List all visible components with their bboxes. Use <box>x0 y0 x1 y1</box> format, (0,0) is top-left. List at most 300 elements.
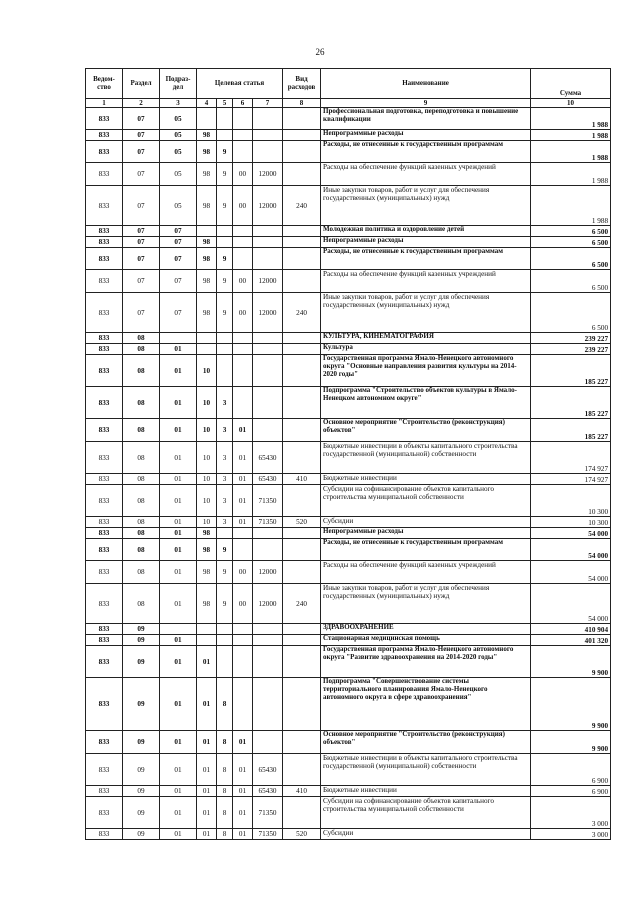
cell-summa: 1 988 <box>531 186 611 226</box>
cell-vedomstvo: 833 <box>86 163 123 186</box>
cell-vid-rashodov <box>283 561 321 584</box>
cell-podrazdel: 01 <box>160 528 197 539</box>
cell-subprogram <box>217 624 233 635</box>
cell-vid-rashodov <box>283 797 321 829</box>
cell-direction <box>253 731 283 754</box>
cell-program: 98 <box>197 248 217 270</box>
cell-vedomstvo: 833 <box>86 226 123 237</box>
table-row <box>86 226 611 237</box>
cell-naimenovanie: Государственная программа Ямало-Ненецкого автономного округа "Основные направления развития культуры на 2014-2020 годы" <box>321 355 531 387</box>
cell-vid-rashodov: 410 <box>283 786 321 797</box>
cell-razdel: 08 <box>123 539 160 561</box>
table-row <box>86 485 611 517</box>
cell-summa: 185 227 <box>531 355 611 387</box>
cell-vid-rashodov <box>283 419 321 442</box>
cell-vedomstvo: 833 <box>86 731 123 754</box>
table-row <box>86 754 611 786</box>
cell-naimenovanie: Расходы, не отнесенные к государственным программам <box>321 248 531 270</box>
cell-vid-rashodov: 520 <box>283 517 321 528</box>
cell-program: 01 <box>197 731 217 754</box>
cell-vedomstvo: 833 <box>86 108 123 130</box>
cell-razdel: 07 <box>123 293 160 333</box>
cell-subprogram: 3 <box>217 419 233 442</box>
cell-naimenovanie: Расходы на обеспечение функций казенных учреждений <box>321 270 531 293</box>
cell-podrazdel: 01 <box>160 539 197 561</box>
cell-measure <box>233 130 253 141</box>
cell-direction <box>253 333 283 344</box>
cell-measure <box>233 108 253 130</box>
cell-summa: 6 500 <box>531 293 611 333</box>
cell-vid-rashodov <box>283 528 321 539</box>
cell-vedomstvo: 833 <box>86 646 123 678</box>
cell-podrazdel: 05 <box>160 163 197 186</box>
cell-program <box>197 635 217 646</box>
cell-measure <box>233 528 253 539</box>
cell-vedomstvo: 833 <box>86 186 123 226</box>
cell-podrazdel: 01 <box>160 678 197 731</box>
cell-naimenovanie: Расходы на обеспечение функций казенных учреждений <box>321 163 531 186</box>
cell-podrazdel: 01 <box>160 474 197 485</box>
cell-direction: 65430 <box>253 786 283 797</box>
cell-naimenovanie: Иные закупки товаров, работ и услуг для обеспечения государственных (муниципальных) нужд <box>321 584 531 624</box>
table-row <box>86 635 611 646</box>
cell-subprogram: 8 <box>217 786 233 797</box>
cell-vedomstvo: 833 <box>86 474 123 485</box>
cell-program: 98 <box>197 270 217 293</box>
cell-subprogram: 3 <box>217 517 233 528</box>
cell-razdel: 07 <box>123 163 160 186</box>
cell-subprogram <box>217 344 233 355</box>
header-summa: Сумма <box>531 69 611 99</box>
cell-summa: 1 988 <box>531 108 611 130</box>
table-row <box>86 528 611 539</box>
cell-vid-rashodov <box>283 646 321 678</box>
cell-razdel: 08 <box>123 561 160 584</box>
cell-measure <box>233 333 253 344</box>
cell-vid-rashodov <box>283 754 321 786</box>
cell-razdel: 09 <box>123 624 160 635</box>
cell-measure: 00 <box>233 584 253 624</box>
cell-program: 10 <box>197 419 217 442</box>
header-vid-rashodov: Вид расходов <box>283 69 321 99</box>
table-row <box>86 186 611 226</box>
cell-vid-rashodov <box>283 344 321 355</box>
cell-vid-rashodov <box>283 130 321 141</box>
cell-summa: 6 900 <box>531 754 611 786</box>
cell-program: 10 <box>197 485 217 517</box>
cell-measure: 01 <box>233 419 253 442</box>
cell-measure: 01 <box>233 786 253 797</box>
cell-measure: 00 <box>233 270 253 293</box>
table-header <box>86 69 611 108</box>
cell-subprogram <box>217 635 233 646</box>
cell-summa: 239 227 <box>531 333 611 344</box>
cell-vid-rashodov <box>283 333 321 344</box>
cell-subprogram: 3 <box>217 485 233 517</box>
cell-program <box>197 624 217 635</box>
cell-vid-rashodov <box>283 141 321 163</box>
cell-summa: 10 300 <box>531 517 611 528</box>
cell-direction: 12000 <box>253 270 283 293</box>
cell-vid-rashodov <box>283 678 321 731</box>
cell-direction: 71350 <box>253 485 283 517</box>
cell-subprogram: 9 <box>217 539 233 561</box>
cell-vedomstvo: 833 <box>86 141 123 163</box>
cell-measure <box>233 226 253 237</box>
cell-razdel: 07 <box>123 141 160 163</box>
table-row <box>86 130 611 141</box>
cell-direction <box>253 130 283 141</box>
cell-direction: 71350 <box>253 797 283 829</box>
cell-direction: 12000 <box>253 186 283 226</box>
cell-razdel: 09 <box>123 754 160 786</box>
header-celevaya-statya: Целевая статья <box>197 69 283 99</box>
cell-vid-rashodov: 520 <box>283 829 321 840</box>
cell-subprogram: 8 <box>217 797 233 829</box>
cell-vedomstvo: 833 <box>86 419 123 442</box>
cell-program: 98 <box>197 237 217 248</box>
cell-naimenovanie: ЗДРАВООХРАНЕНИЕ <box>321 624 531 635</box>
cell-podrazdel: 01 <box>160 387 197 419</box>
cell-summa: 1 988 <box>531 163 611 186</box>
cell-razdel: 08 <box>123 387 160 419</box>
cell-vedomstvo: 833 <box>86 293 123 333</box>
cell-subprogram: 9 <box>217 293 233 333</box>
cell-program: 01 <box>197 678 217 731</box>
cell-naimenovanie: Основное мероприятие "Строительство (реконструкция) объектов" <box>321 419 531 442</box>
cell-podrazdel: 01 <box>160 485 197 517</box>
table-row <box>86 355 611 387</box>
cell-podrazdel: 01 <box>160 584 197 624</box>
cell-vid-rashodov <box>283 226 321 237</box>
table-row <box>86 646 611 678</box>
cell-podrazdel: 05 <box>160 186 197 226</box>
cell-subprogram: 9 <box>217 248 233 270</box>
cell-summa: 3 000 <box>531 797 611 829</box>
cell-naimenovanie: Основное мероприятие "Строительство (реконструкция) объектов" <box>321 731 531 754</box>
cell-podrazdel: 01 <box>160 731 197 754</box>
cell-summa: 6 500 <box>531 248 611 270</box>
cell-measure: 01 <box>233 797 253 829</box>
cell-summa: 1 988 <box>531 141 611 163</box>
cell-razdel: 08 <box>123 485 160 517</box>
cell-naimenovanie: Субсидии на софинансирование объектов капитального строительства муниципальной собственности <box>321 485 531 517</box>
cell-summa: 9 900 <box>531 731 611 754</box>
cell-direction <box>253 355 283 387</box>
cell-direction <box>253 344 283 355</box>
cell-direction: 12000 <box>253 561 283 584</box>
cell-subprogram <box>217 108 233 130</box>
cell-podrazdel: 05 <box>160 108 197 130</box>
cell-vedomstvo: 833 <box>86 270 123 293</box>
cell-direction: 12000 <box>253 584 283 624</box>
cell-direction <box>253 141 283 163</box>
cell-program: 98 <box>197 141 217 163</box>
cell-subprogram <box>217 355 233 387</box>
cell-summa: 54 000 <box>531 584 611 624</box>
table-row <box>86 474 611 485</box>
cell-podrazdel: 07 <box>160 237 197 248</box>
cell-vedomstvo: 833 <box>86 442 123 474</box>
cell-naimenovanie: Субсидии <box>321 829 531 840</box>
cell-naimenovanie: Расходы, не отнесенные к государственным программам <box>321 539 531 561</box>
cell-vedomstvo: 833 <box>86 344 123 355</box>
cell-vedomstvo: 833 <box>86 237 123 248</box>
cell-podrazdel: 05 <box>160 130 197 141</box>
cell-razdel: 08 <box>123 419 160 442</box>
cell-podrazdel: 01 <box>160 646 197 678</box>
cell-vedomstvo: 833 <box>86 678 123 731</box>
table-row <box>86 561 611 584</box>
cell-vid-rashodov <box>283 248 321 270</box>
cell-podrazdel: 01 <box>160 754 197 786</box>
cell-podrazdel: 01 <box>160 517 197 528</box>
cell-subprogram <box>217 646 233 678</box>
cell-podrazdel <box>160 624 197 635</box>
table-body <box>86 108 611 840</box>
cell-vid-rashodov <box>283 237 321 248</box>
budget-table <box>85 68 611 840</box>
cell-razdel: 07 <box>123 226 160 237</box>
cell-measure: 01 <box>233 442 253 474</box>
cell-vedomstvo: 833 <box>86 829 123 840</box>
cell-razdel: 09 <box>123 786 160 797</box>
cell-summa: 10 300 <box>531 485 611 517</box>
cell-summa: 9 900 <box>531 678 611 731</box>
cell-vedomstvo: 833 <box>86 797 123 829</box>
cell-direction <box>253 108 283 130</box>
cell-razdel: 08 <box>123 333 160 344</box>
cell-naimenovanie: Профессиональная подготовка, переподготовка и повышение квалификации <box>321 108 531 130</box>
cell-direction: 65430 <box>253 754 283 786</box>
cell-vedomstvo: 833 <box>86 635 123 646</box>
cell-naimenovanie: Государственная программа Ямало-Ненецкого автономного округа "Развитие здравоохранения на 2014-2020 годы" <box>321 646 531 678</box>
cell-summa: 174 927 <box>531 442 611 474</box>
cell-podrazdel: 01 <box>160 442 197 474</box>
colnum-8: 8 <box>283 99 321 108</box>
table-row <box>86 248 611 270</box>
cell-summa: 3 000 <box>531 829 611 840</box>
cell-program: 01 <box>197 754 217 786</box>
table-row <box>86 786 611 797</box>
cell-vedomstvo: 833 <box>86 528 123 539</box>
cell-vid-rashodov <box>283 355 321 387</box>
cell-program: 98 <box>197 163 217 186</box>
header-podrazdel: Подраз-дел <box>160 69 197 99</box>
cell-naimenovanie: Иные закупки товаров, работ и услуг для обеспечения государственных (муниципальных) нужд <box>321 186 531 226</box>
table-row <box>86 442 611 474</box>
cell-podrazdel: 01 <box>160 635 197 646</box>
cell-summa: 6 500 <box>531 270 611 293</box>
cell-vedomstvo: 833 <box>86 584 123 624</box>
cell-summa: 401 320 <box>531 635 611 646</box>
cell-vid-rashodov <box>283 108 321 130</box>
cell-naimenovanie: Бюджетные инвестиции в объекты капитального строительства государственной (муниципальной) собственности <box>321 754 531 786</box>
cell-measure: 01 <box>233 754 253 786</box>
colnum-3: 3 <box>160 99 197 108</box>
cell-subprogram: 3 <box>217 442 233 474</box>
table-row <box>86 797 611 829</box>
cell-summa: 185 227 <box>531 387 611 419</box>
cell-razdel: 08 <box>123 584 160 624</box>
cell-subprogram: 9 <box>217 163 233 186</box>
cell-summa: 54 000 <box>531 539 611 561</box>
cell-vedomstvo: 833 <box>86 333 123 344</box>
cell-podrazdel: 07 <box>160 248 197 270</box>
cell-razdel: 08 <box>123 517 160 528</box>
cell-direction <box>253 678 283 731</box>
cell-razdel: 09 <box>123 829 160 840</box>
cell-direction <box>253 387 283 419</box>
cell-program <box>197 226 217 237</box>
table-row <box>86 584 611 624</box>
cell-razdel: 09 <box>123 635 160 646</box>
cell-direction: 71350 <box>253 517 283 528</box>
cell-measure: 00 <box>233 186 253 226</box>
cell-summa: 9 900 <box>531 646 611 678</box>
table-row <box>86 163 611 186</box>
cell-summa: 6 900 <box>531 786 611 797</box>
cell-subprogram <box>217 226 233 237</box>
cell-vid-rashodov <box>283 270 321 293</box>
cell-naimenovanie: Бюджетные инвестиции <box>321 786 531 797</box>
cell-razdel: 09 <box>123 731 160 754</box>
cell-subprogram <box>217 528 233 539</box>
table-row <box>86 678 611 731</box>
cell-subprogram <box>217 237 233 248</box>
cell-vedomstvo: 833 <box>86 624 123 635</box>
colnum-1: 1 <box>86 99 123 108</box>
cell-naimenovanie: Непрограммные расходы <box>321 237 531 248</box>
cell-razdel: 08 <box>123 528 160 539</box>
cell-program <box>197 108 217 130</box>
header-naimenovanie: Наименование <box>321 69 531 99</box>
cell-vid-rashodov: 240 <box>283 186 321 226</box>
cell-naimenovanie: Субсидии на софинансирование объектов капитального строительства муниципальной собственности <box>321 797 531 829</box>
cell-vedomstvo: 833 <box>86 485 123 517</box>
cell-vedomstvo: 833 <box>86 786 123 797</box>
cell-vid-rashodov: 410 <box>283 474 321 485</box>
table-row <box>86 333 611 344</box>
cell-podrazdel: 01 <box>160 829 197 840</box>
cell-summa: 6 500 <box>531 237 611 248</box>
cell-summa: 6 500 <box>531 226 611 237</box>
cell-podrazdel: 01 <box>160 344 197 355</box>
colnum-10: 10 <box>531 99 611 108</box>
table-row <box>86 517 611 528</box>
cell-summa: 239 227 <box>531 344 611 355</box>
table-row <box>86 829 611 840</box>
cell-direction: 71350 <box>253 829 283 840</box>
cell-naimenovanie: Стационарная медицинская помощь <box>321 635 531 646</box>
cell-summa: 54 000 <box>531 561 611 584</box>
cell-podrazdel: 05 <box>160 141 197 163</box>
cell-vedomstvo: 833 <box>86 130 123 141</box>
cell-podrazdel: 01 <box>160 561 197 584</box>
cell-direction: 12000 <box>253 293 283 333</box>
cell-measure <box>233 237 253 248</box>
cell-vedomstvo: 833 <box>86 387 123 419</box>
cell-measure <box>233 355 253 387</box>
cell-subprogram: 3 <box>217 474 233 485</box>
table-row <box>86 624 611 635</box>
cell-naimenovanie: Иные закупки товаров, работ и услуг для обеспечения государственных (муниципальных) нужд <box>321 293 531 333</box>
cell-razdel: 07 <box>123 186 160 226</box>
cell-program: 01 <box>197 786 217 797</box>
cell-podrazdel: 01 <box>160 355 197 387</box>
cell-direction: 12000 <box>253 163 283 186</box>
cell-naimenovanie: Непрограммные расходы <box>321 528 531 539</box>
cell-subprogram: 8 <box>217 754 233 786</box>
colnum-9: 9 <box>321 99 531 108</box>
cell-naimenovanie: КУЛЬТУРА, КИНЕМАТОГРАФИЯ <box>321 333 531 344</box>
table-row <box>86 344 611 355</box>
cell-summa: 1 988 <box>531 130 611 141</box>
cell-measure: 01 <box>233 485 253 517</box>
cell-vid-rashodov <box>283 163 321 186</box>
cell-subprogram: 8 <box>217 731 233 754</box>
cell-vedomstvo: 833 <box>86 754 123 786</box>
colnum-5: 5 <box>217 99 233 108</box>
header-vedomstvo: Ведом-ство <box>86 69 123 99</box>
cell-measure <box>233 624 253 635</box>
cell-vid-rashodov <box>283 387 321 419</box>
cell-razdel: 09 <box>123 646 160 678</box>
cell-program: 98 <box>197 186 217 226</box>
cell-direction <box>253 237 283 248</box>
cell-measure <box>233 141 253 163</box>
cell-program: 98 <box>197 584 217 624</box>
colnum-4: 4 <box>197 99 217 108</box>
cell-razdel: 08 <box>123 344 160 355</box>
cell-program: 10 <box>197 442 217 474</box>
cell-podrazdel: 07 <box>160 293 197 333</box>
cell-measure: 01 <box>233 517 253 528</box>
cell-program: 01 <box>197 829 217 840</box>
cell-program <box>197 333 217 344</box>
cell-program: 98 <box>197 293 217 333</box>
cell-program: 98 <box>197 528 217 539</box>
cell-subprogram: 8 <box>217 678 233 731</box>
cell-summa: 54 000 <box>531 528 611 539</box>
cell-measure: 01 <box>233 731 253 754</box>
cell-measure <box>233 646 253 678</box>
cell-subprogram: 9 <box>217 584 233 624</box>
cell-podrazdel: 01 <box>160 786 197 797</box>
cell-measure: 00 <box>233 561 253 584</box>
cell-direction <box>253 635 283 646</box>
cell-vid-rashodov: 240 <box>283 293 321 333</box>
cell-razdel: 07 <box>123 237 160 248</box>
cell-direction <box>253 419 283 442</box>
cell-measure <box>233 678 253 731</box>
cell-razdel: 08 <box>123 355 160 387</box>
table-row <box>86 293 611 333</box>
cell-program: 01 <box>197 646 217 678</box>
cell-subprogram <box>217 333 233 344</box>
cell-naimenovanie: Расходы, не отнесенные к государственным программам <box>321 141 531 163</box>
cell-razdel: 08 <box>123 474 160 485</box>
cell-naimenovanie: Бюджетные инвестиции в объекты капитального строительства государственной (муниципальной) собственности <box>321 442 531 474</box>
cell-vedomstvo: 833 <box>86 355 123 387</box>
cell-program: 10 <box>197 387 217 419</box>
cell-razdel: 09 <box>123 678 160 731</box>
cell-direction: 65430 <box>253 474 283 485</box>
cell-program <box>197 344 217 355</box>
cell-summa: 185 227 <box>531 419 611 442</box>
cell-summa: 410 904 <box>531 624 611 635</box>
cell-naimenovanie: Подпрограмма "Строительство объектов культуры в Ямало-Ненецком автономном округе" <box>321 387 531 419</box>
